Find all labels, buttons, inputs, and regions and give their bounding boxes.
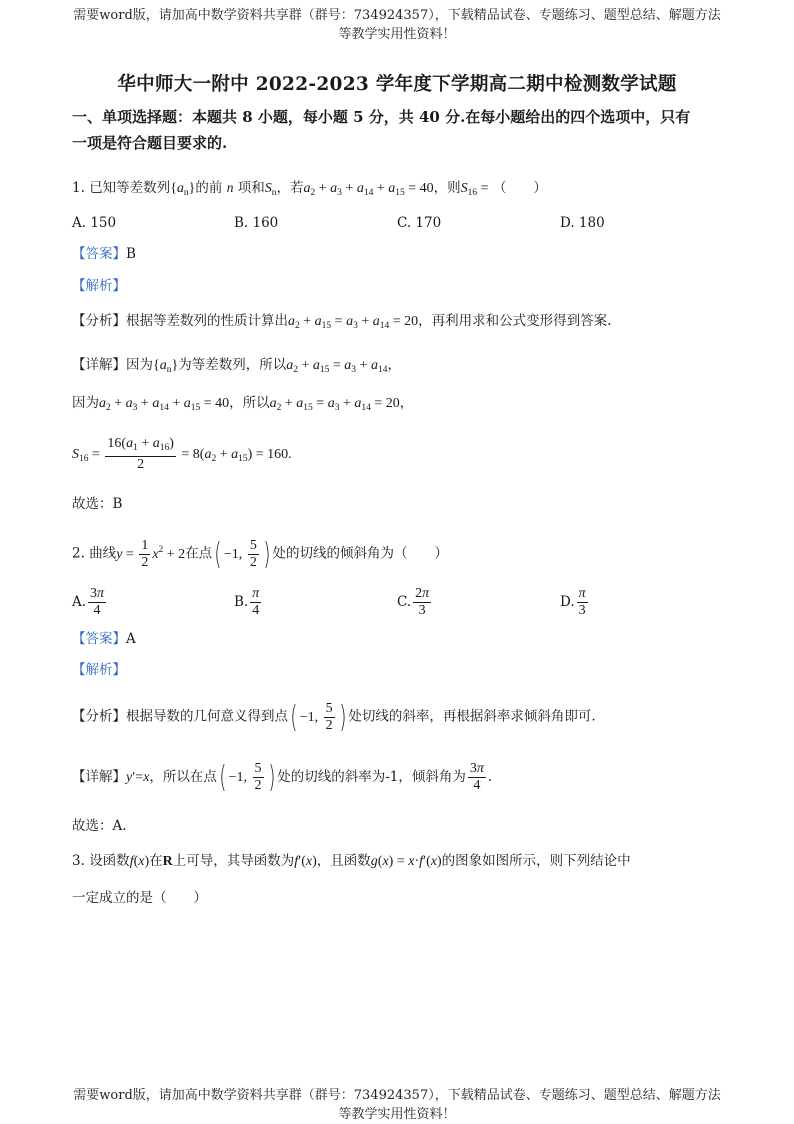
header-banner — [0, 6, 794, 44]
option-label: A. — [72, 594, 87, 610]
q3-derivative-math: f′(x) — [294, 854, 317, 869]
q1-fenxi-math: $a_2 + a_{15} = a_3 + a_{14} = 20$ — [288, 314, 419, 331]
q3-stem — [72, 851, 631, 872]
q1-sequence-math: $\{a_n\}$ — [170, 181, 196, 198]
q1-target-math: $S_{16}$ = — [460, 181, 489, 198]
q1-detail-math: $a_2 + a_{15} = a_3 + a_{14} = 20$ — [269, 396, 400, 413]
q1-choice: 故选：B — [72, 496, 123, 512]
q2-option-a: A. $\frac{3\pi}{4}$ — [72, 586, 105, 618]
q3-stem-text: 的图象如图所示，则下列结论中 — [441, 853, 631, 869]
q3-number: 3. — [72, 853, 85, 869]
q2-choice: 故选：A. — [72, 818, 127, 834]
detail-text: ， — [399, 395, 414, 411]
fenxi-text: ，再利用求和公式变形得到答案. — [418, 313, 612, 329]
detail-text: . — [487, 769, 493, 785]
q2-fenxi-math: ( −1, $\frac{5}{2}$ ) — [290, 699, 346, 735]
detail-text: 处的切线的斜率为-1，倾斜角为 — [277, 769, 466, 785]
page-title: 华中师大一附中 2022-2023 学年度下学期高二期中检测数学试题 — [117, 74, 677, 95]
q2-answer — [72, 629, 136, 649]
answer-tag: 【答案】 — [72, 246, 126, 262]
q1-sum-math: $S_n$ — [264, 181, 277, 198]
q1-detail-2 — [72, 393, 413, 418]
q2-stem-text: 曲线 — [89, 545, 117, 562]
q3-stem-text: 在 — [149, 853, 163, 869]
q1-detail-1 — [72, 355, 401, 380]
q2-stem-text: 处的切线的倾斜角为（ ） — [272, 545, 449, 562]
option-label: D. — [560, 594, 575, 610]
option-label: C. — [397, 594, 412, 610]
q1-detail-math: $\{a_n\}$ — [153, 358, 179, 375]
q2-detail-point-math: ( −1, $\frac{5}{2}$ ) — [219, 759, 275, 795]
detail-text: 为等差数列，所以 — [178, 357, 287, 373]
q1-condition-math: $a_2 + a_3 + a_{14} + a_{15} = 40$ — [303, 181, 434, 198]
q3-stem-line2: 一定成立的是（ ） — [72, 890, 207, 906]
answer-value: B — [126, 246, 136, 262]
footer-banner-line1: 需要word版，请加高中数学资料共享群（群号：734924357），下载精品试卷、专题练习、题型总结、解题方法 — [73, 1088, 721, 1103]
q2-fenxi — [72, 701, 596, 734]
q1-analysis-tag: 【解析】 — [72, 278, 126, 294]
q1-stem-text: （ ） — [492, 180, 547, 196]
q1-number: 1. — [72, 180, 85, 196]
q1-option-c: C. 170 — [397, 215, 442, 231]
q2-point-math: ( −1, $\frac{5}{2}$ ) — [214, 536, 271, 572]
fenxi-text: 根据导数的几何意义得到点 — [126, 708, 288, 725]
header-banner-line2: 等教学实用性资料！ — [338, 27, 456, 42]
q2-option-c: C. $\frac{2\pi}{3}$ — [397, 586, 430, 618]
fenxi-text: 处切线的斜率，再根据斜率求倾斜角即可. — [348, 708, 596, 725]
q1-stem-text: 的前 — [195, 180, 223, 196]
fenxi-tag: 【分析】 — [72, 708, 126, 725]
q1-detail-math: $a_2 + a_{15} = a_3 + a_{14}$ — [286, 358, 388, 375]
section-heading-line1: 一、单项选择题：本题共 8 小题，每小题 5 分，共 40 分.在每小题给出的四个选项中，只有 — [72, 108, 691, 126]
q2-angle-math: $\frac{3\pi}{4}$ — [469, 761, 484, 793]
answer-tag: 【答案】 — [72, 631, 126, 647]
q1-detail-math: $a_2 + a_3 + a_{14} + a_{15} = 40$ — [99, 396, 230, 413]
q2-analysis-tag: 【解析】 — [72, 662, 126, 678]
q1-sum-formula: $S_{16}$ = $\frac{16(a_1 + a_{16})}{2}$ = $8(a_2 + a_{15}) = 160$. — [72, 436, 292, 472]
q2-number: 2. — [72, 545, 85, 562]
detail-text: 因为 — [72, 395, 99, 411]
section-heading — [72, 104, 690, 156]
q1-stem: 1. 已知等差数列$\{a_n\}$的前 n 项和$S_n$，若$a_2 + a_3 + a_{14} + a_{15} = 40$，则$S_{16}$ = （ ） — [72, 180, 547, 198]
q3-reals-math: R — [162, 854, 173, 869]
detail-text: 因为 — [126, 357, 153, 373]
q2-option-b: B. $\frac{\pi}{4}$ — [234, 586, 260, 618]
detail-text: ， — [387, 357, 401, 373]
q2-option-d: D. $\frac{\pi}{3}$ — [560, 586, 586, 618]
q1-option-b: B. 160 — [234, 215, 279, 231]
q2-detail — [72, 761, 492, 794]
q2-derivative-math: y′=x — [126, 770, 150, 785]
q1-answer — [72, 244, 136, 264]
detail-text: ，所以 — [229, 395, 270, 411]
q1-stem-text: ，则 — [433, 180, 461, 196]
q3-g-math: g(x) = x·f′(x) — [370, 854, 442, 869]
fenxi-text: 根据等差数列的性质计算出 — [126, 313, 288, 329]
header-banner-line1: 需要word版，请加高中数学资料共享群（群号：734924357），下载精品试卷、专题练习、题型总结、解题方法 — [73, 8, 721, 23]
option-label: B. — [234, 594, 249, 610]
q1-stem-text: 项和 — [237, 180, 265, 196]
q2-stem-text: 在点 — [185, 545, 213, 562]
q1-fenxi — [72, 311, 611, 336]
q3-stem-text: 设函数 — [89, 853, 130, 869]
q2-stem — [72, 538, 448, 571]
footer-banner-line2: 等教学实用性资料！ — [338, 1107, 456, 1122]
answer-value: A — [126, 631, 136, 647]
footer-banner — [0, 1086, 794, 1124]
q1-option-d: D. 180 — [560, 215, 605, 231]
q1-option-a: A. 150 — [72, 215, 117, 231]
q3-stem-text: ，且函数 — [316, 853, 371, 869]
q2-curve-math: y = $\frac{1}{2}$ $x^2 + 2$ — [116, 538, 186, 570]
detail-tag: 【详解】 — [72, 769, 126, 785]
q3-function-math: f(x) — [129, 854, 150, 869]
q1-stem-text: ，若 — [276, 180, 304, 196]
detail-tag: 【详解】 — [72, 357, 126, 373]
q3-stem-text: 上可导，其导函数为 — [172, 853, 295, 869]
fenxi-tag: 【分析】 — [72, 313, 126, 329]
q1-stem-text: 已知等差数列 — [89, 180, 171, 196]
section-heading-line2: 一项是符合题目要求的. — [72, 134, 228, 152]
detail-text: ，所以在点 — [149, 769, 217, 785]
